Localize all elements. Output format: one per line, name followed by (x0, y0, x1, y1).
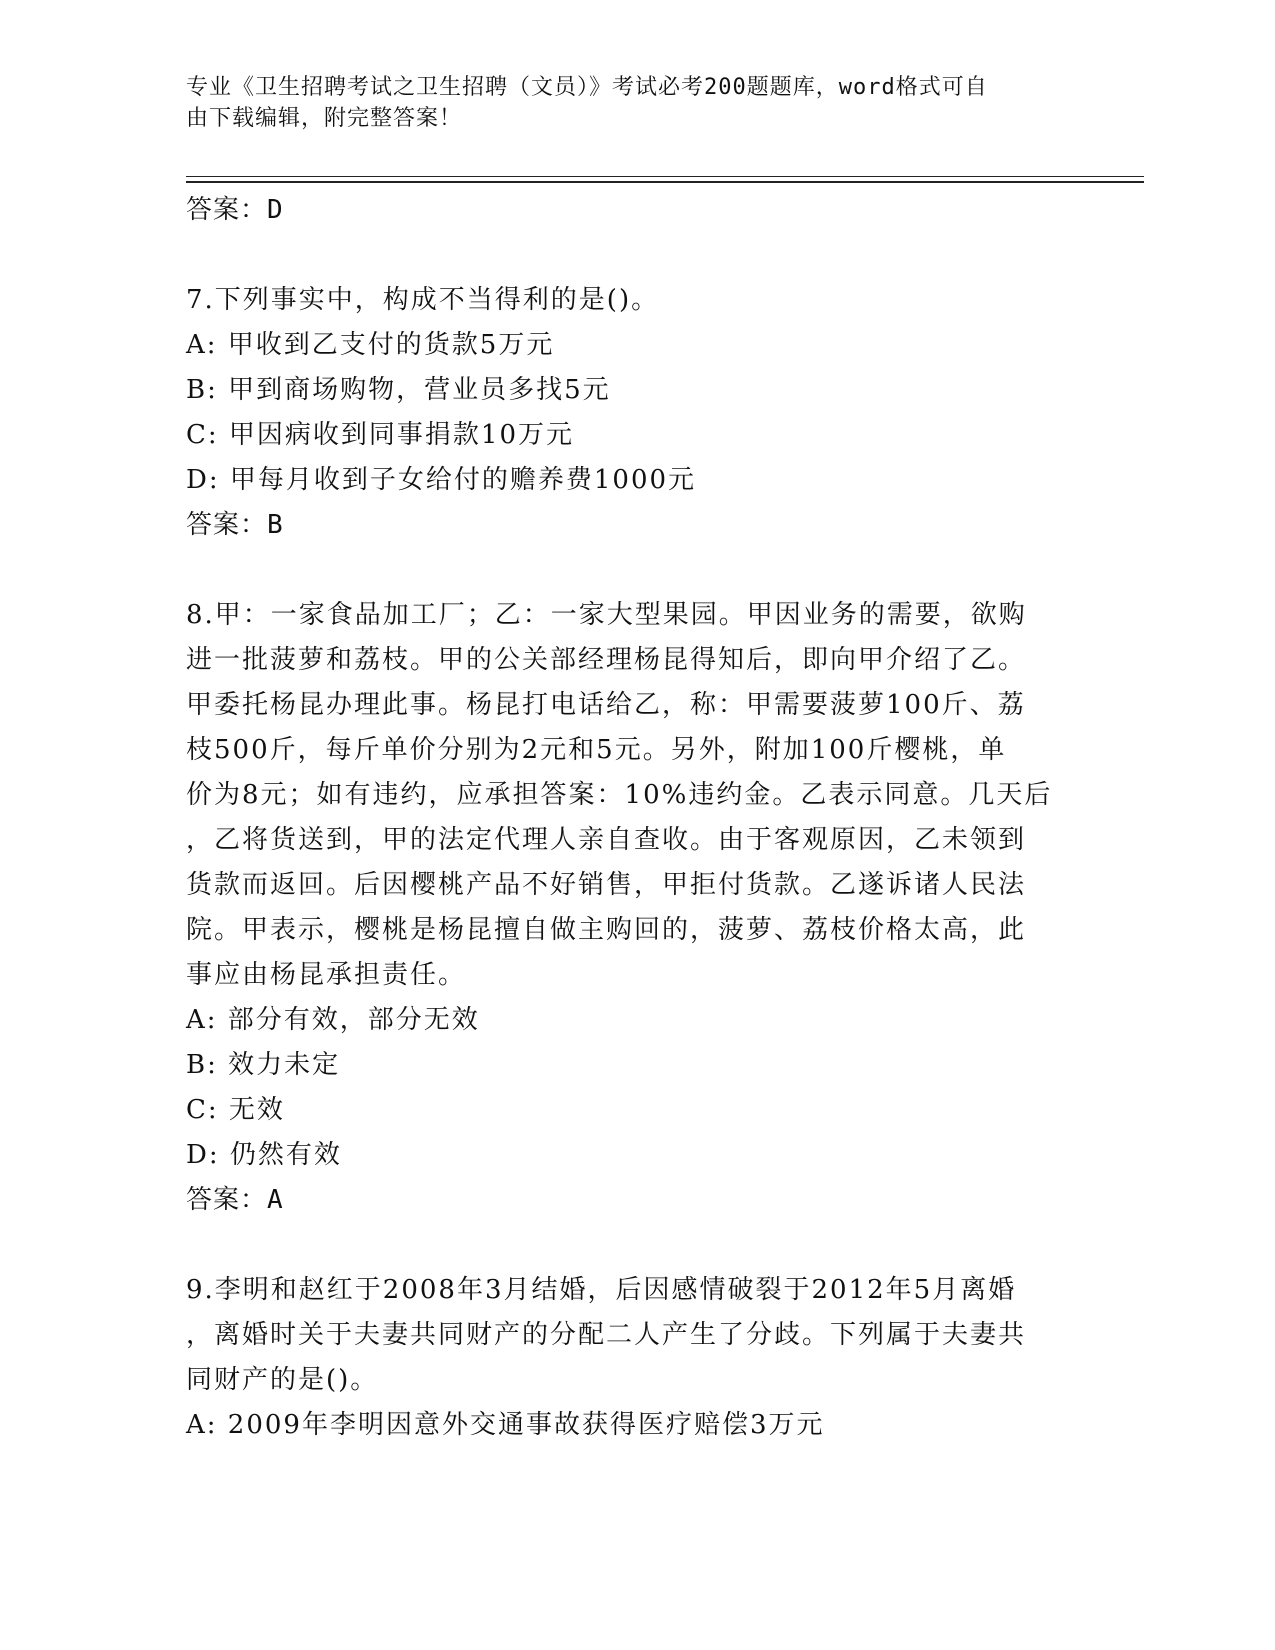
header-rule-thick (186, 181, 1144, 183)
answer-8: 答案：A (186, 1185, 284, 1215)
question-9-line: 同财产的是()。 (186, 1365, 379, 1395)
spacer (186, 1223, 1066, 1268)
header-line-1: 专业《卫生招聘考试之卫生招聘（文员）》考试必考200题题库，word格式可自 (186, 75, 988, 100)
question-7-option-b: B: 甲到商场购物，营业员多找5元 (186, 375, 611, 405)
header-rule-thin (186, 176, 1144, 177)
question-8-line: 8.甲：一家食品加工厂；乙：一家大型果园。甲因业务的需要，欲购 (186, 600, 1027, 630)
document-body (186, 188, 1066, 1448)
answer-7: 答案：B (186, 510, 284, 540)
question-9-line: 9.李明和赵红于2008年3月结婚，后因感情破裂于2012年5月离婚 (186, 1275, 1017, 1305)
question-8-option-c: C: 无效 (186, 1095, 285, 1125)
question-7-option-c: C: 甲因病收到同事捐款10万元 (186, 420, 575, 450)
question-8-line: 甲委托杨昆办理此事。杨昆打电话给乙，称：甲需要菠萝100斤、荔 (186, 690, 1026, 720)
question-7-option-d: D: 甲每月收到子女给付的赡养费1000元 (186, 465, 697, 495)
question-8-line: 院。甲表示，樱桃是杨昆擅自做主购回的，菠萝、荔枝价格太高，此 (186, 915, 1027, 945)
question-8-line: 事应由杨昆承担责任。 (186, 960, 467, 990)
question-9 (186, 1268, 1066, 1448)
header-line-2: 由下载编辑，附完整答案！ (186, 106, 463, 131)
question-8-option-d: D: 仍然有效 (186, 1140, 342, 1170)
question-7-text: 7.下列事实中，构成不当得利的是()。 (186, 285, 660, 315)
question-7 (186, 278, 1066, 548)
question-8-line: 货款而返回。后因樱桃产品不好销售，甲拒付货款。乙遂诉诸人民法 (186, 870, 1027, 900)
question-8-line: 枝500斤，每斤单价分别为2元和5元。另外，附加100斤樱桃，单 (186, 735, 1007, 765)
question-9-option-a: A: 2009年李明因意外交通事故获得医疗赔偿3万元 (186, 1410, 825, 1440)
question-8 (186, 593, 1066, 1223)
spacer (186, 548, 1066, 593)
question-7-option-a: A: 甲收到乙支付的货款5万元 (186, 330, 555, 360)
question-8-line: 进一批菠萝和荔枝。甲的公关部经理杨昆得知后，即向甲介绍了乙。 (186, 645, 1027, 675)
question-8-line: ，乙将货送到，甲的法定代理人亲自查收。由于客观原因，乙未领到 (186, 825, 1027, 855)
question-9-line: ，离婚时关于夫妻共同财产的分配二人产生了分歧。下列属于夫妻共 (186, 1320, 1027, 1350)
spacer (186, 233, 1066, 278)
question-8-line: 价为8元；如有违约，应承担答案：10%违约金。乙表示同意。几天后 (186, 780, 1053, 810)
document-header (186, 72, 1066, 134)
question-8-option-a: A: 部分有效，部分无效 (186, 1005, 480, 1035)
answer-6: 答案：D (186, 195, 284, 225)
question-8-option-b: B: 效力未定 (186, 1050, 341, 1080)
